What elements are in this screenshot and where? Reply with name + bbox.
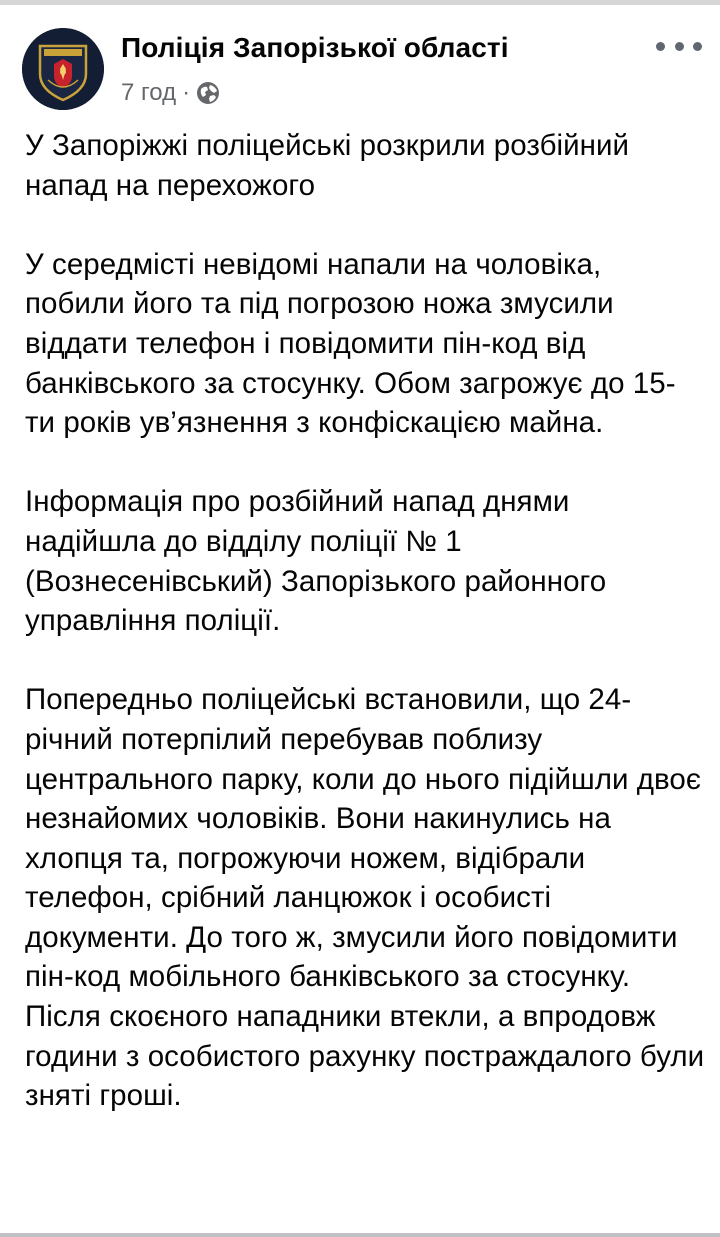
more-dot: [675, 42, 684, 51]
post-timestamp[interactable]: 7 год: [121, 79, 177, 106]
post-paragraph: Попередньо поліцейські встановили, що 24-річний потерпілий перебував поблизу центрального парку, коли до нього підійшли двоє незнайомих чоловіків. Вони накинулись на хлопця та, погрожуючи ножем, відібрали телефон, срібний ланцюжок і особисті документи. До того ж, змусили його повідомити пін-код мобільного банківського за стосунку. Після скоєного нападники втекли, а впродовж години з особистого рахунку постраждалого були зняті гроші.: [25, 683, 705, 1113]
post-text: [25, 126, 705, 1116]
post-paragraph: Інформація про розбійний напад днями надійшла до відділу поліції № 1 (Вознесенівський) Запорізького районного управління поліції.: [25, 485, 607, 638]
meta-separator: ·: [182, 79, 191, 106]
police-badge-icon: [22, 28, 104, 110]
more-options-button[interactable]: [656, 36, 702, 56]
post-paragraph: У середмісті невідомі напали на чоловіка, побили його та під погрозою ножа змусили віддати телефон і повідомити пін-код від банківського за стосунку. Обом загрожує до 15-ти років ув’язнення з конфіскацією майна.: [25, 247, 676, 440]
avatar[interactable]: [22, 28, 104, 110]
globe-icon: [196, 81, 220, 105]
more-dot: [693, 42, 702, 51]
post-meta: [121, 78, 220, 108]
post-header: [22, 28, 702, 110]
bottom-divider: [0, 1233, 720, 1237]
post-paragraph: У Запоріжжі поліцейські розкрили розбійний напад на перехожого: [25, 129, 630, 202]
top-divider: [0, 0, 720, 5]
more-horizontal-icon: [656, 42, 665, 51]
post-author-name[interactable]: Поліція Запорізької області: [121, 32, 509, 63]
